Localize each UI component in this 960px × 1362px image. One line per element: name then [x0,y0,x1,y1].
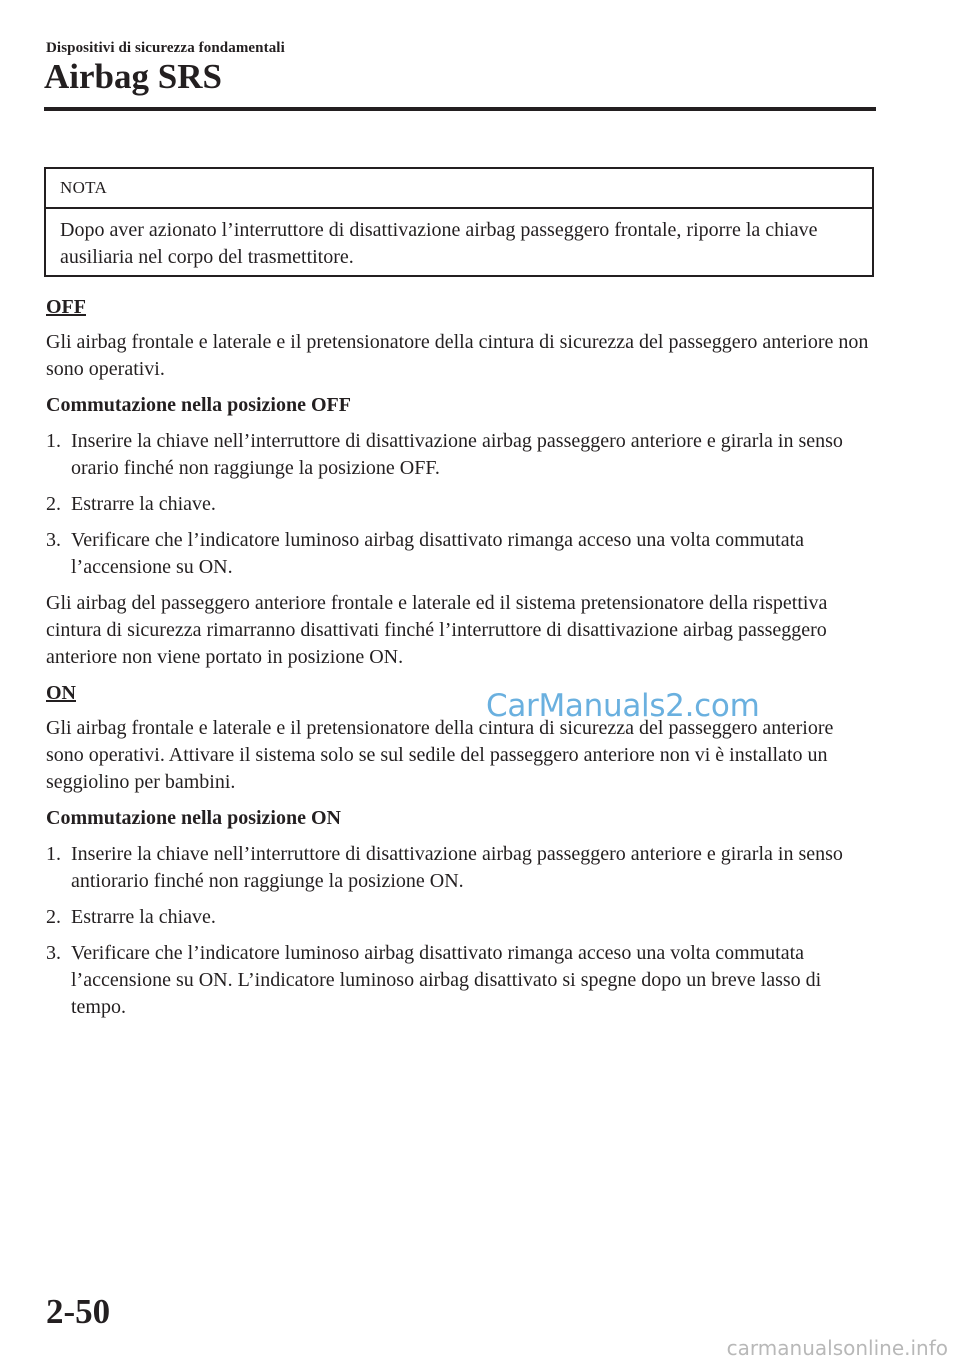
step-text: Inserire la chiave nell’interruttore di disattivazione airbag passeggero anteriore e girarla in senso antiorario finché non raggiunge la posizione ON. [71,843,843,892]
step-number: 3. [46,942,61,964]
note-label: NOTA [46,169,872,209]
step-text: Inserire la chiave nell’interruttore di disattivazione airbag passeggero anteriore e girarla in senso orario finché non raggiunge la posizione OFF. [71,430,843,479]
step-number: 2. [46,493,61,515]
step-number: 1. [46,430,61,452]
off-result: Gli airbag del passeggero anteriore frontale e laterale ed il sistema pretensionatore della rispettiva cintura di sicurezza rimarranno disattivati finché l’interruttore di disattivazione airbag passeggero anteriore non viene portato in posizione ON. [46,592,828,668]
section-label: Dispositivi di sicurezza fondamentali [46,40,285,56]
on-procedure-title: Commutazione nella posizione ON [46,807,341,829]
off-description: Gli airbag frontale e laterale e il pretensionatore della cintura di sicurezza del passeggero anteriore non sono operativi. [46,331,869,380]
step-number: 1. [46,843,61,865]
off-heading: OFF [46,296,86,318]
step-number: 3. [46,529,61,551]
step-text: Estrarre la chiave. [71,906,216,928]
on-step-2 [46,904,876,931]
on-heading: ON [46,682,76,704]
step-text: Verificare che l’indicatore luminoso airbag disattivato rimanga acceso una volta commutata l’accensione su ON. [71,529,805,578]
off-step-1 [46,428,876,482]
page-title: Airbag SRS [44,57,222,96]
step-text: Estrarre la chiave. [71,493,216,515]
main-content [46,294,876,1030]
title-divider [44,107,876,111]
on-step-3 [46,940,876,1021]
footer-watermark: carmanualsonline.info [726,1336,948,1360]
step-text: Verificare che l’indicatore luminoso airbag disattivato rimanga acceso una volta commutata l’accensione su ON. L’indicatore luminoso airbag disattivato si spegne dopo un breve lasso di tempo. [71,942,822,1018]
page-number: 2-50 [46,1292,111,1331]
on-description: Gli airbag frontale e laterale e il pretensionatore della cintura di sicurezza del passeggero anteriore sono operativi. Attivare il sistema solo se sul sedile del passeggero anteriore non vi è installato un seggiolino per bambini. [46,717,834,793]
note-text: Dopo aver azionato l’interruttore di disattivazione airbag passeggero frontale, riporre la chiave ausiliaria nel corpo del trasmettitore. [60,219,818,268]
off-step-2 [46,491,876,518]
off-step-3 [46,527,876,581]
note-box [44,167,874,277]
step-number: 2. [46,906,61,928]
on-step-1 [46,841,876,895]
off-procedure-title: Commutazione nella posizione OFF [46,394,351,416]
watermark-text: CarManuals2.com [486,688,760,724]
